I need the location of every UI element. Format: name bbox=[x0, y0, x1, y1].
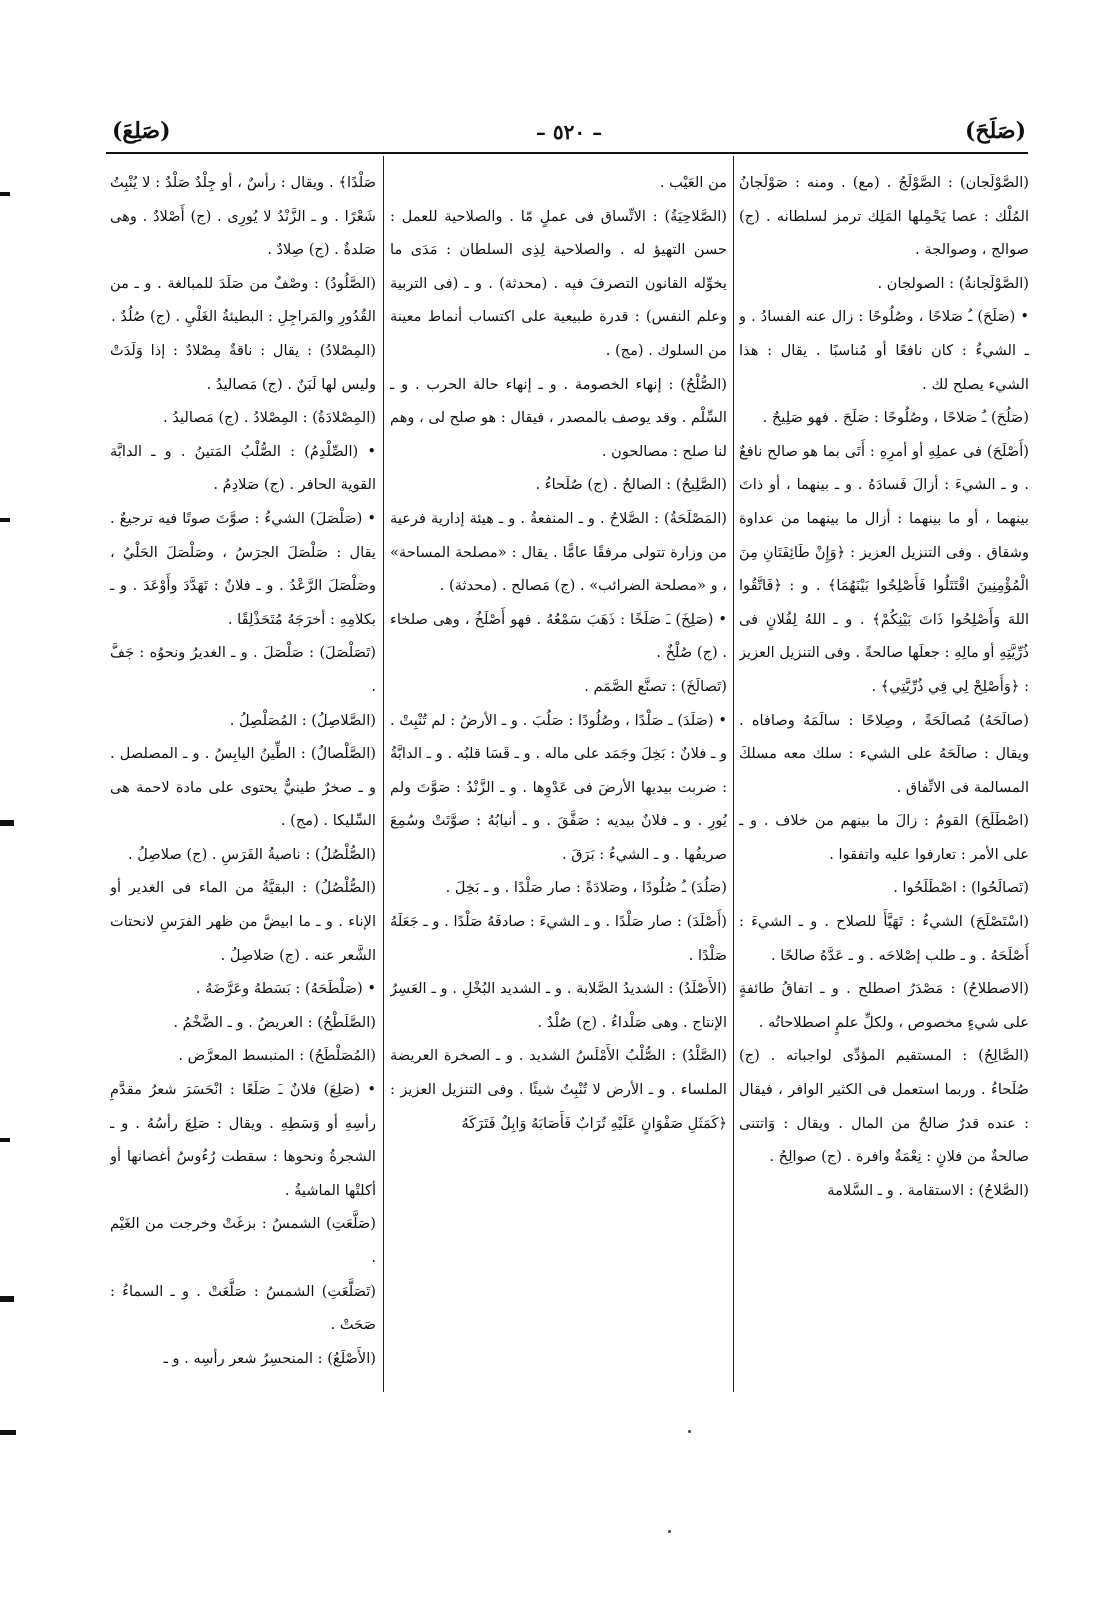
dictionary-entry: (الأَصْلَعُ) : المنحسِرُ شعر رأسِه . و ـ bbox=[163, 1349, 376, 1367]
dictionary-entry: (الصَّلاصِلُ) : المُصَلْصِلُ . bbox=[229, 711, 376, 729]
dictionary-entry: (الصَّلاحُ) : الاستقامة . و ـ السَّلامة bbox=[827, 1181, 1029, 1199]
dictionary-entry: (صالَحَهُ) مُصالَحَةً ، وصِلاحًا : سالَمَهُ وصافاه . ويقال : صالَحَهُ على الشيء : سلك معه مسلكَ المسالمة فى الاتِّفاق . bbox=[739, 711, 1029, 796]
dictionary-entry: (الصُّلْحُ) : إنهاء الخصومة . و ـ إنهاء حالة الحرب . و ـ السِّلْم . وقد يوصف بالمصدر ، فيقال : هو صلح لى ، وهم لنا صلح : مصالحون . bbox=[390, 375, 727, 460]
dictionary-entry: (اسْتَصْلَحَ) الشيءُ : تَهَيَّأَ للصلاح . و ـ الشيءَ : أَصْلَحَهُ . و ـ طلب إصْلاحَه . و ـ عَدَّهُ صالحًا . bbox=[739, 913, 1029, 964]
dictionary-entry: صَلْدًا﴾ . ويقال : رأسٌ ، أو جِلْدٌ صَلْدٌ : لا يُنْبِتُ شَعْرًا . و ـ الزَّنْدُ لا يُورِى . (ج) أَصْلادٌ . وهى صَلدةٌ . (ج) صِلادٌ . bbox=[110, 174, 376, 259]
scan-edge-mark bbox=[0, 820, 14, 826]
dictionary-entry: (الصَّلَطْحُ) : العريضُ . و ـ الضَّخْمُ . bbox=[173, 1013, 376, 1031]
dictionary-entry: (تَصالَحُوا) : اصْطَلَحُوا . bbox=[893, 879, 1029, 897]
dictionary-entry: (الصُّلْصُلُ) : البقيَّةُ من الماء فى الغدير أو الإناء . و ـ ما ابيضَّ من ظهر الفرَسِ لانحتات الشَّعر عنه . (ج) صَلاصِلُ . bbox=[110, 879, 376, 964]
dictionary-entry: (تَصالَخَ) : تصنَّع الصَّمَم . bbox=[584, 677, 727, 695]
dictionary-entry: من العَيْب . bbox=[659, 174, 727, 191]
dictionary-entry: (صَلَّعَتِ) الشمسُ : بزغَتْ وخرجت من الغَيْم . bbox=[110, 1215, 376, 1266]
dictionary-entry: (الصَّوْلَجان) : الصَّوْلَجُ . (مع) . ومنه : صَوْلَجانُ المُلْك : عصا يَحْمِلها المَلِك ترمز لسلطانه . (ج) صوالج ، وصوالجة . bbox=[739, 174, 1029, 259]
dictionary-entry: (الصَّلْدُ) : الصُّلْبُ الأَمْلَسُ الشديد . و ـ الصخرة العريضة الملساء . و ـ الأرض لا تُنْبِتُ شيئًا . وفى التنزيل العزيز : ﴿كَمَثَلِ صَفْوَانٍ عَلَيْهِ تُرَابٌ فَأَصَابَهُ وَابِلٌ فَتَرَكَهُ bbox=[390, 1047, 727, 1132]
dictionary-entry: (اصْطَلَحَ) القومُ : زالَ ما بينهم من خلاف . و ـ على الأمر : تعارفوا عليه واتفقوا . bbox=[739, 812, 1029, 863]
page-number: – ٥٢٠ – bbox=[535, 120, 603, 144]
dictionary-entry: (الاصطلاحُ) : مَصْدَرُ اصطلح . و ـ اتفاقُ طائفةٍ على شيءٍ مخصوص ، ولكلِّ علمٍ اصطلاحاتُه . bbox=[739, 980, 1029, 1031]
scan-speck bbox=[668, 1530, 671, 1533]
scan-edge-mark bbox=[0, 1430, 16, 1435]
dictionary-entry: (المِصْلادَةُ) : المِصْلادُ . (ج) مَصاليدُ . bbox=[163, 409, 376, 427]
dictionary-entry: (الأَصْلَدُ) : الشديدُ الصَّلابة . و ـ الشديد البُخْلِ . و ـ العَسِرُ الإنتاج . وهى صَلْداءُ . (ج) صُلْدٌ . bbox=[390, 980, 727, 1031]
dictionary-entry: (تَصَلْصَلَ) : صَلْصَلَ . و ـ الغديرُ ونحوُه : جَفَّ . bbox=[110, 644, 376, 695]
scan-edge-mark bbox=[0, 1296, 14, 1302]
dictionary-entry: • (صَلِعَ) فلانٌ ـَ صَلَعًا : انْحَسَرَ شعرُ مقدَّمِ رأسِهِ أو وَسَطِهِ . ويقال : صَلِعَ رأسُهُ . و ـ الشجرةُ ونحوها : سقطت رُءُوسُ أغصانها أو أكلتْها الماشيةُ . bbox=[110, 1081, 376, 1199]
dictionary-entry: • (صَلِخَ) ـَ صَلَخًا : ذَهَبَ سَمْعُهُ . فهو أَصْلَخُ ، وهى صلخاء . (ج) صُلْخٌ . bbox=[390, 610, 727, 662]
dictionary-entry: (صَلُحَ) ـُ صَلاحًا ، وصُلُوحًا : صَلَحَ . فهو صَلِيحٌ . bbox=[762, 409, 1029, 427]
scan-edge-mark bbox=[0, 1138, 10, 1142]
scan-speck bbox=[688, 1430, 691, 1433]
dictionary-entry: (الصَّلِيحُ) : الصالحُ . (ج) صُلَحاءُ . bbox=[535, 476, 727, 494]
dictionary-entry: • (صَلَحَ) ـُ صَلاحًا ، وصُلُوحًا : زال عنه الفسادُ . و ـ الشيءُ : كان نافعًا أو مُناسبًا . يقال : هذا الشيء يصلح لك . bbox=[739, 308, 1029, 393]
header-rule bbox=[106, 152, 1028, 154]
scan-edge-mark bbox=[0, 192, 10, 196]
dictionary-entry: (صَلُدَ) ـُ صُلُودًا ، وصَلادَةً : صار صَلْدًا . و ـ بَخِلَ . bbox=[445, 879, 727, 897]
dictionary-entry: • (صَلْطَحَهُ) : بَسَطهُ وعَرَّضَهُ . bbox=[195, 980, 376, 998]
dictionary-entry: (الصَّلُودُ) : وصْفٌ من صَلَدَ للمبالغة . و ـ من القُدُورِ والمَراجِلِ : البطيئةُ الغَلْيِ . (ج) صُلُدٌ . bbox=[110, 274, 376, 326]
dictionary-entry: (المَصْلَحَةُ) : الصَّلاحُ . و ـ المنفعةُ . و ـ هيئة إدارية فرعية من وزارة تتولى مرفقًا عامًّا . يقال : «مصلحة المساحة» ، و «مصلحة الضرائب» . (ج) مَصالح . (محدثة) . bbox=[390, 509, 727, 595]
dictionary-entry: (المِصْلادُ) : يقال : ناقةٌ مِصْلادٌ : إذا وَلَدَتْ وليس لها لَبَنٌ . (ج) مَصاليدُ . bbox=[110, 341, 376, 393]
scan-edge-mark bbox=[0, 518, 10, 522]
dictionary-entry: (الصَّوْلَجانةُ) : الصولجان . bbox=[877, 274, 1029, 292]
header-headword-right: (صَلَحَ) bbox=[965, 118, 1026, 144]
column-right bbox=[739, 166, 1029, 1396]
column-divider-right bbox=[733, 156, 734, 1392]
dictionary-entry: • (الصِّلْدِمُ) : الصُّلْبُ المَتينُ . و ـ الدابَّة القوية الحافر . (ج) صَلادِمُ . bbox=[110, 442, 376, 494]
dictionary-entry: (أَصْلَدَ) : صار صَلْدًا . و ـ الشيءَ : صادفَهُ صَلْدًا . و ـ جَعَلَهُ صَلْدًا . bbox=[390, 913, 727, 964]
dictionary-entry: (المُصَلْطَحُ) : المنبسط المعرَّض . bbox=[178, 1047, 376, 1065]
column-left bbox=[110, 166, 376, 1396]
header-headword-left: (صَلِعَ) bbox=[112, 118, 171, 144]
dictionary-entry: • (صَلَدَ) ـ صَلْدًا ، وصُلُودًا : صَلُبَ . و ـ الأرضُ : لم تُنْبِتْ . و ـ فلانٌ : بَخِلَ وجَمَد على ماله . و ـ قَسَا قلبُه . و ـ الدابَّةُ : ضربت بيديها الأرضَ فى عَدْوِها . و ـ الزَّنْدُ : صَوَّتَ ولم يُورِ . و ـ فلانٌ بيديه : صَفَّقَ . و ـ أنيابُهُ : صوَّتَتْ وسُمِعَ صريفُها . و ـ الشيءُ : بَرَقَ . bbox=[390, 711, 727, 863]
dictionary-entry: (أَصْلَحَ) فى عملِهِ أو أمرِهِ : أَتَى بما هو صالح نافعٌ . و ـ الشيءَ : أزالَ فَسادَهُ . و ـ بينهما ، أو ذاتَ بينهما ، أو ما بينهما : أزال ما بينهما من عداوة وشقاق . وفى التنزيل العزيز : ﴿وَإِنْ طَائِفَتَانِ مِنَ الْمُؤْمِنِينَ اقْتَتَلُوا فَأَصْلِحُوا بَيْنَهُمَا﴾ . و : ﴿فَاتَّقُوا اللهَ وَأَصْلِحُوا ذَاتَ بَيْنِكُمْ﴾ . و ـ اللهُ لِفُلانٍ فى ذُرِّيَّتِهِ أو مالِهِ : جعلَها صالحةً . وفى التنزيل العزيز : ﴿وَأَصْلِحْ لِي فِي ذُرِّيَّتِي﴾ . bbox=[739, 442, 1029, 695]
page-header bbox=[112, 118, 1026, 152]
dictionary-entry: (الصُّلْصُلُ) : ناصيةُ الفَرَسِ . (ج) صلاصِلُ . bbox=[128, 845, 376, 863]
dictionary-entry: (تَصَلَّعَتِ) الشمسُ : صَلَّعَتْ . و ـ السماءُ : صَحَتْ . bbox=[110, 1282, 376, 1334]
column-divider-left bbox=[383, 156, 384, 1392]
dictionary-entry: (الصَّالِحُ) : المستقيم المؤدِّى لواجباته . (ج) صُلَحاءُ . وربما استعمل فى الكثير الوافر ، فيقال : عنده قدرٌ صالحٌ من المال . ويقال : وَاتتنى صالحةٌ من فلانٍ : نِعْمَةٌ وافرة . (ج) صوالِحُ . bbox=[739, 1047, 1029, 1166]
dictionary-entry: (الصَّلْصالُ) : الطِّينُ اليابِسُ . و ـ المصلصل . و ـ صخرٌ طينيٌّ يحتوى على مادة لاحمة هى السِّليكا . (مج) . bbox=[110, 745, 376, 830]
dictionary-entry: (الصَّلاحِيَةُ) : الاتِّساق فى عملٍ مّا . والصلاحية للعمل : حسن التهيؤ له . والصلاحية لِذِى السلطان : مَدَى ما يخوِّله القانون التصرفَ فيه . (محدثة) . و ـ (فى التربية وعلم النفس) : قدرة طبيعية على اكتساب أنماط معينة من السلوك . (مج) . bbox=[390, 207, 727, 359]
dictionary-entry: • (صَلْصَلَ) الشيءُ : صوَّتَ صوتًا فيه ترجيعٌ . يقال : صَلْصَلَ الجرَسُ ، وصَلْصَلَ الحَلْيُ ، وصَلْصَلَ الرَّعْدُ . و ـ فلانٌ : تَهَدَّدَ وأَوْعَدَ . و ـ بكلامِهِ : أخرَجَهُ مُتَحَذْلِقًا . bbox=[110, 509, 376, 628]
column-middle bbox=[390, 166, 727, 1396]
